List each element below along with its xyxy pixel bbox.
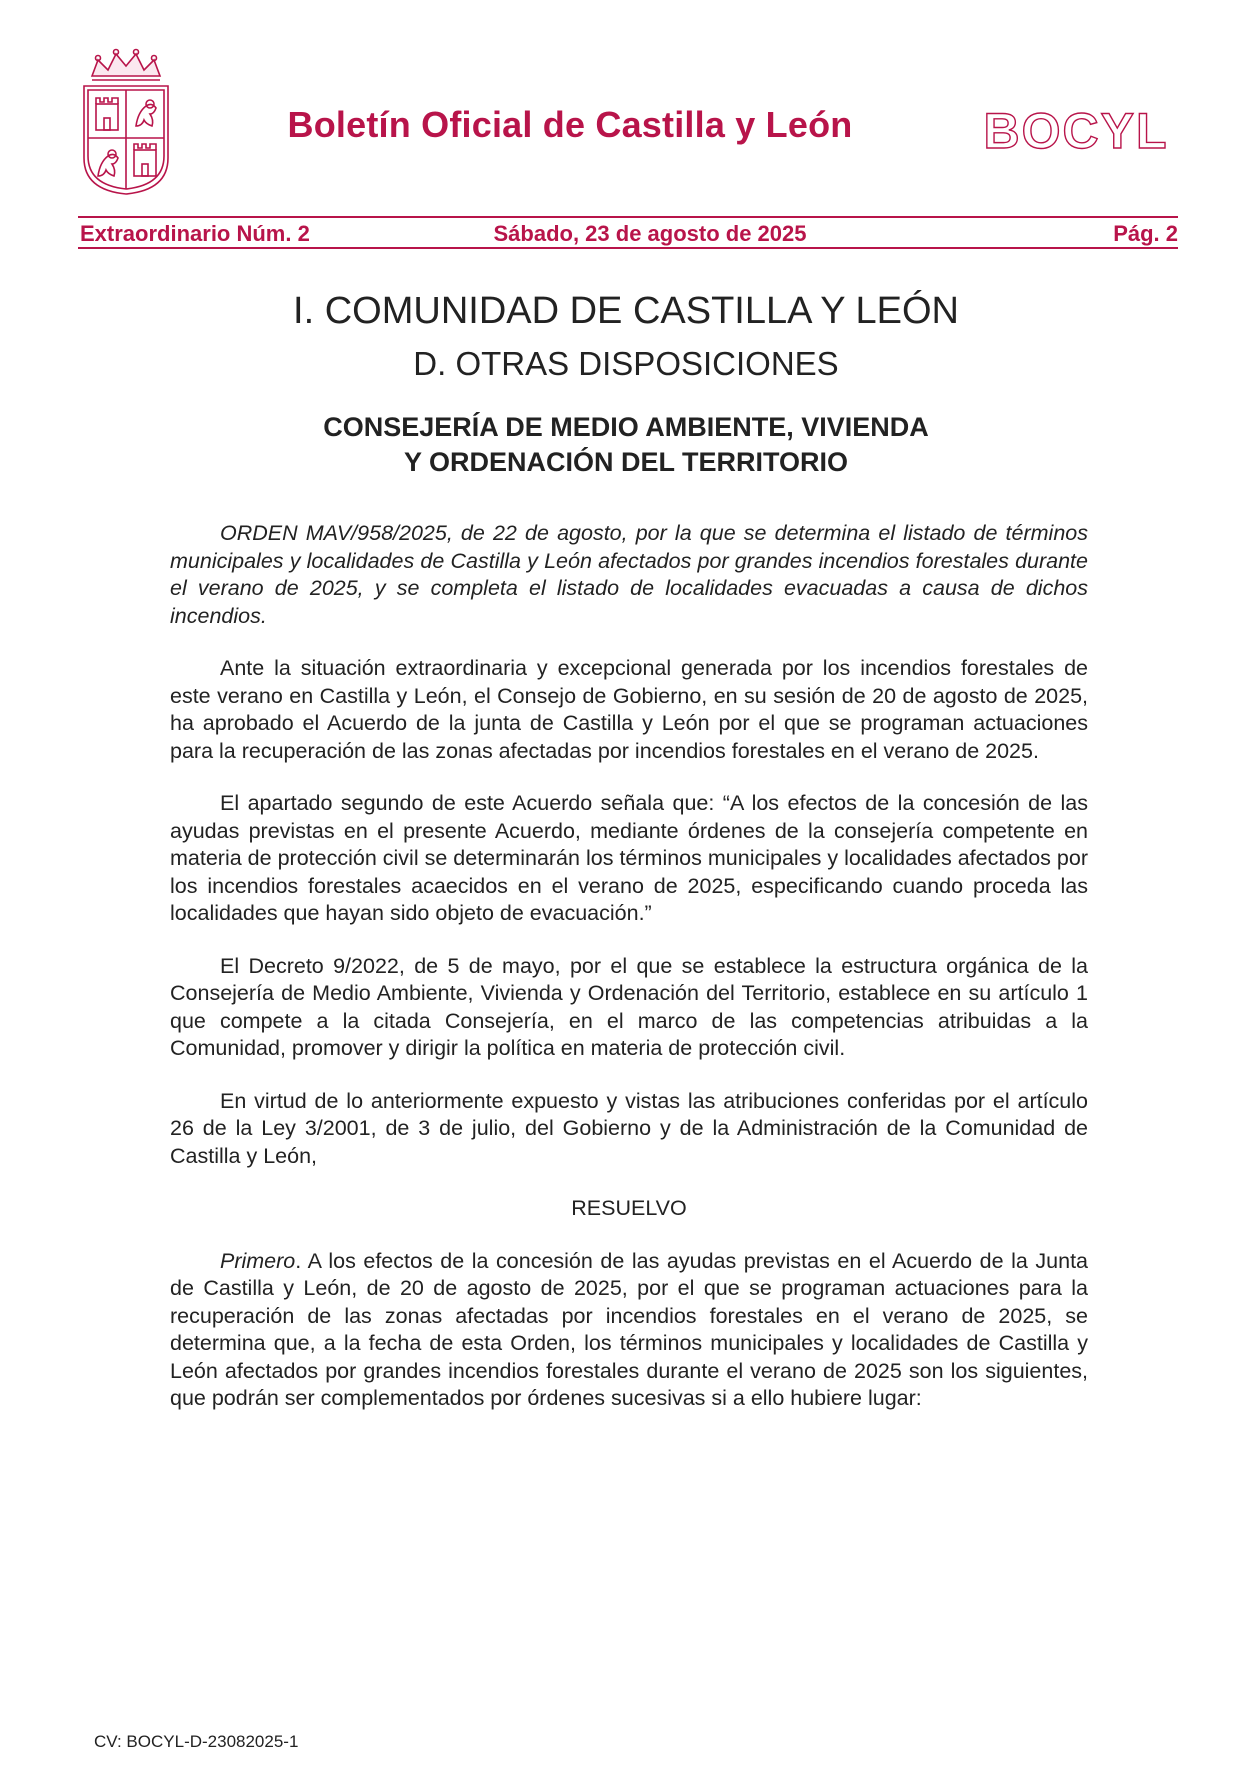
primero-text: . A los efectos de la concesión de las ayudas previstas en el Acuerdo de la Junta de Castilla y León, de 20 de agosto de 2025, por el que se programan actuaciones para la recuperación de las zonas afectadas por incendios forestales en el verano de 2025, se determina que, a la fecha de esta Orden, los términos municipales y localidades de Castilla y León afectados por grandes incendios forestales durante el verano de 2025 son los siguientes, que podrán ser complementados por órdenes sucesivas si a ello hubiere lugar:: [170, 1248, 1088, 1410]
department-line-1: CONSEJERÍA DE MEDIO AMBIENTE, VIVIENDA: [323, 412, 929, 442]
department-heading: [0, 410, 1252, 480]
issue-date: Sábado, 23 de agosto de 2025: [493, 221, 807, 246]
header-rule-bottom: [78, 247, 1178, 249]
order-summary: ORDEN MAV/958/2025, de 22 de agosto, por la que se determina el listado de términos municipales y localidades de Castilla y León afectados por grandes incendios forestales durante el verano de 2025, y se completa el listado de localidades evacuadas a causa de dichos incendios.: [170, 521, 1088, 628]
header-rule-top: [78, 216, 1178, 218]
document-body: [170, 520, 1088, 1438]
castilla-leon-crest-icon: [78, 48, 174, 198]
svg-text:BOCYL: BOCYL: [983, 104, 1169, 156]
paragraph-2: El apartado segundo de este Acuerdo señala que: “A los efectos de la concesión de las ayudas previstas en el presente Acuerdo, mediante órdenes de la consejería competente en materia de protección civil se determinarán los términos municipales y localidades afectados por los incendios forestales acaecidos en el verano de 2025, especificando cuando proceda las localidades que hayan sido objeto de evacuación.”: [170, 791, 1088, 925]
paragraph-4: En virtud de lo anteriormente expuesto y vistas las atribuciones conferidas por el artículo 26 de la Ley 3/2001, de 3 de julio, del Gobierno y de la Administración de la Comunidad de Castilla y León,: [170, 1088, 1088, 1168]
verification-code: CV: BOCYL-D-23082025-1: [94, 1732, 299, 1751]
paragraph-1: Ante la situación extraordinaria y excepcional generada por los incendios forestales de este verano en Castilla y León, el Consejo de Gobierno, en su sesión de 20 de agosto de 2025, ha aprobado el Acuerdo de la junta de Castilla y León por el que se programan actuaciones para la recuperación de las zonas afectadas por incendios forestales en el verano de 2025.: [170, 656, 1088, 763]
paragraph-3: El Decreto 9/2022, de 5 de mayo, por el que se establece la estructura orgánica de la Consejería de Medio Ambiente, Vivienda y Ordenación del Territorio, establece en su artículo 1 que compete a la citada Consejería, en el marco de las competencias atribuidas a la Comunidad, promover y dirigir la política en materia de protección civil.: [170, 953, 1088, 1060]
paragraph-primero: [170, 1248, 1088, 1413]
bulletin-title: Boletín Oficial de Castilla y León: [287, 104, 853, 145]
primero-label: Primero: [220, 1248, 296, 1273]
department-line-2: Y ORDENACIÓN DEL TERRITORIO: [403, 447, 849, 477]
bocyl-logo: [972, 104, 1180, 156]
resolve-heading: RESUELVO: [571, 1196, 687, 1220]
subsection-heading: D. OTRAS DISPOSICIONES: [413, 345, 839, 382]
section-heading: I. COMUNIDAD DE CASTILLA Y LEÓN: [293, 290, 959, 332]
page-number: Pág. 2: [1113, 221, 1178, 246]
issue-number: Extraordinario Núm. 2: [80, 221, 310, 246]
